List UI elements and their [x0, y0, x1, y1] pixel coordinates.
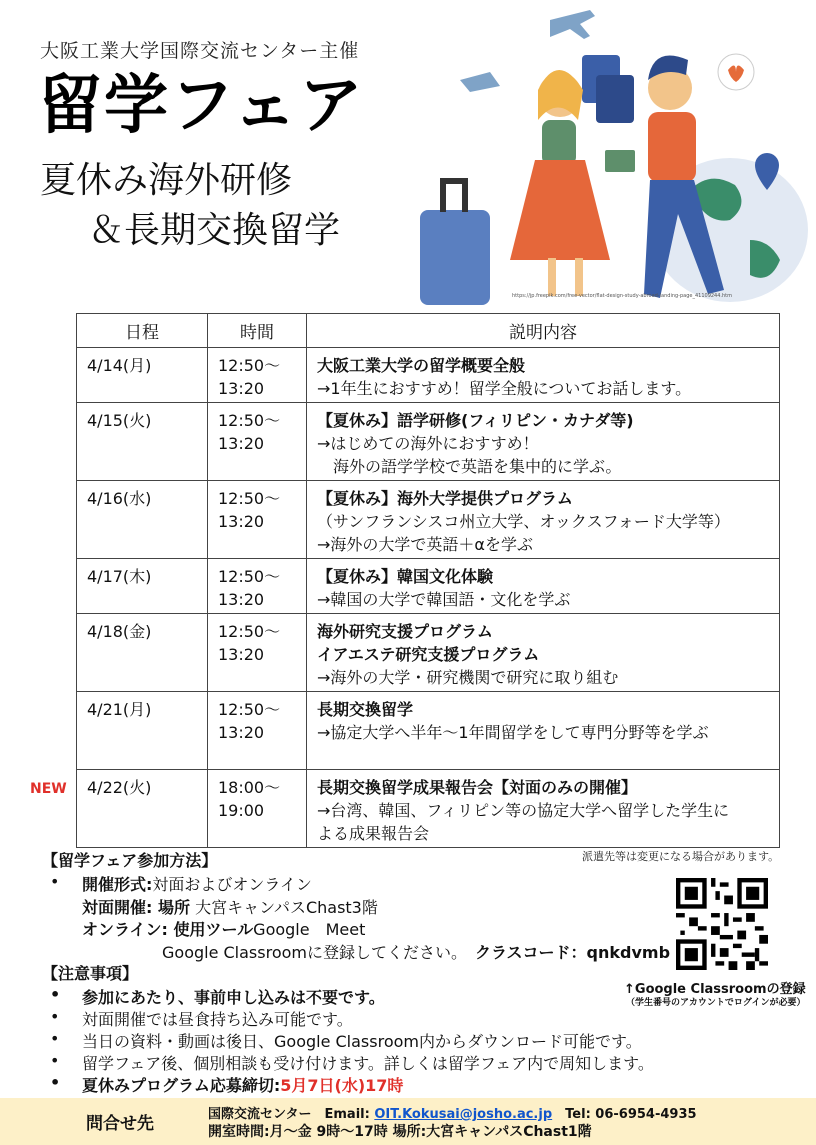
qr-note: （学生番号のアカウントでログインが必要） — [626, 998, 806, 1008]
row-date: 4/15(火) — [77, 403, 208, 481]
join-classroom: Google Classroomに登録してください。 クラスコード：qnkdvmb — [162, 943, 671, 962]
row-date: 4/17(木) — [77, 559, 208, 614]
row-description: 【夏休み】韓国文化体験 →韓国の大学で韓国語・文化を学ぶ — [307, 559, 780, 614]
class-code: qnkdvmb — [586, 943, 671, 962]
row-time: 12:50〜 13:20 — [208, 692, 307, 770]
row-description: 【夏休み】海外大学提供プログラム （サンフランシスコ州立大学、オックスフォード大学等） →海外の大学で英語＋αを学ぶ — [307, 481, 780, 559]
row-date: 4/18(金) — [77, 614, 208, 692]
caution-item: • 留学フェア後、個別相談も受け付けます。詳しくは留学フェア内で周知します。 — [82, 1051, 654, 1074]
row-date: 4/21(月) — [77, 692, 208, 770]
row-description: 【夏休み】語学研修(フィリピン・カナダ等) →はじめての海外におすすめ！ 海外の語学学校で英語を集中的に学ぶ。 — [307, 403, 780, 481]
header-description: 説明内容 — [307, 314, 780, 348]
caution-item: • 当日の資料・動画は後日、Google Classroom内からダウンロード可能です。 — [82, 1029, 642, 1052]
woman-top — [542, 120, 576, 165]
row-description: 長期交換留学成果報告会【対面のみの開催】 →台湾、韓国、フィリピン等の協定大学へ留学した学生に よる成果報告会 — [307, 770, 780, 848]
table-row — [77, 559, 780, 614]
table-row — [77, 481, 780, 559]
join-inperson: 対面開催: 場所 大宮キャンパスChast3階 — [82, 898, 378, 917]
join-heading: 【留学フェア参加方法】 — [42, 851, 218, 870]
table-row — [77, 403, 780, 481]
woman-skirt — [510, 160, 610, 260]
row-date: 4/22(火) — [77, 770, 208, 848]
table-header-row — [77, 314, 780, 348]
row-time: 18:00〜 19:00 — [208, 770, 307, 848]
office-hours: 開室時間:月〜金 9時〜17時 場所:大宮キャンパスChast1階 — [208, 1124, 592, 1140]
man-shirt — [648, 112, 696, 182]
passport-icon-2 — [596, 75, 634, 123]
schedule-table — [76, 313, 780, 848]
row-time: 12:50〜 13:20 — [208, 348, 307, 403]
organizer-text: 大阪工業大学国際交流センター主催 — [40, 40, 360, 62]
qr-caption: ↑Google Classroomの登録 — [624, 982, 806, 997]
phone-number: Tel: 06-6954-4935 — [565, 1107, 697, 1122]
caution-item: • 対面開催では昼食持ち込み可能です。 — [82, 1007, 353, 1030]
email-link[interactable]: OIT.Kokusai@josho.ac.jp — [374, 1107, 553, 1122]
table-row — [77, 770, 780, 848]
join-format: • 開催形式:対面およびオンライン — [82, 872, 312, 895]
travel-illustration — [400, 0, 816, 312]
subtitle-line-1: 夏休み海外研修 — [40, 160, 293, 201]
join-online: オンライン: 使用ツールGoogle Meet — [82, 920, 366, 939]
row-description: 長期交換留学 →協定大学へ半年〜1年間留学をして専門分野等を学ぶ — [307, 692, 780, 770]
row-time: 12:50〜 13:20 — [208, 481, 307, 559]
caution-item: • 参加にあたり、事前申し込みは不要です。 — [82, 985, 385, 1008]
main-title: 留学フェア — [38, 69, 365, 143]
contact-label: 問合せ先 — [86, 1114, 154, 1134]
row-time: 12:50〜 13:20 — [208, 403, 307, 481]
header-date: 日程 — [77, 314, 208, 348]
caution-heading: 【注意事項】 — [42, 964, 139, 983]
deadline-date: 5月7日(水)17時 — [280, 1076, 404, 1095]
airplane-icon — [550, 10, 595, 39]
table-row — [77, 614, 780, 692]
row-description: 海外研究支援プログラム イアエステ研究支援プログラム →海外の大学・研究機関で研究に取り組む — [307, 614, 780, 692]
cloud-shape — [460, 72, 500, 92]
contact-details: 国際交流センター Email: OIT.Kokusai@josho.ac.jp Tel: 06-6954-4935 — [208, 1107, 697, 1122]
row-time: 12:50〜 13:20 — [208, 559, 307, 614]
caution-item-deadline: • 夏休みプログラム応募締切:5月7日(水)17時 — [82, 1073, 403, 1096]
book-icon — [605, 150, 635, 172]
row-time: 12:50〜 13:20 — [208, 614, 307, 692]
header-time: 時間 — [208, 314, 307, 348]
change-notice: 派遣先等は変更になる場合があります。 — [582, 850, 780, 863]
row-date: 4/14(月) — [77, 348, 208, 403]
image-credit: https://jp.freepik.com/free-vector/flat-design-study-abroad-landing-page_41109244.htm — [512, 293, 733, 299]
subtitle-line-2: ＆長期交換留学 — [88, 210, 341, 251]
qr-code[interactable] — [676, 878, 768, 970]
suitcase-icon — [420, 210, 490, 305]
table-row — [77, 348, 780, 403]
row-description: 大阪工業大学の留学概要全般 →1年生におすすめ！留学全般についてお話します。 — [307, 348, 780, 403]
table-row — [77, 692, 780, 770]
new-badge: NEW — [30, 781, 67, 797]
row-date: 4/16(水) — [77, 481, 208, 559]
